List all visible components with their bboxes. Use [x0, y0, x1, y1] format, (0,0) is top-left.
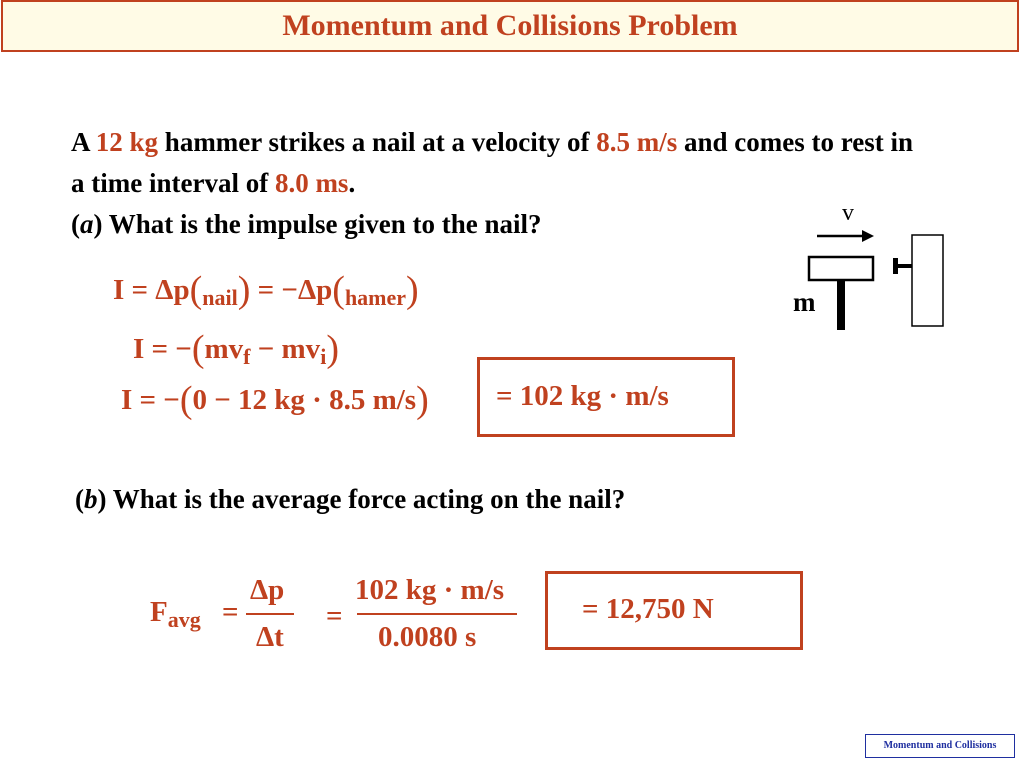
mass-value: 12 kg	[95, 127, 159, 157]
fraction-bar-1	[246, 613, 294, 615]
impulse-result: = 102 kg · m/s	[496, 380, 669, 412]
impulse-equation-3	[121, 378, 429, 422]
eq1-sub-nail: nail	[202, 285, 238, 310]
paren: (	[191, 328, 205, 370]
impulse-equation-2	[133, 327, 339, 371]
paren: )	[416, 379, 429, 421]
eq2-minus: − mv	[250, 333, 321, 365]
part-b-label: (b)	[75, 484, 107, 514]
hammer-nail-diagram	[790, 195, 955, 340]
eq1-mid: = −Δp	[250, 274, 333, 306]
problem-text-2: hammer strikes a nail at a velocity of	[158, 127, 597, 157]
part-a-label: (a)	[71, 209, 103, 239]
force-equals-1: =	[222, 596, 239, 628]
force-denominator-1: Δt	[256, 621, 284, 653]
force-numerator-1: Δp	[250, 574, 285, 606]
fraction-bar-2	[357, 613, 517, 615]
paren: )	[406, 269, 419, 311]
eq3-lhs: I = −	[121, 384, 180, 416]
force-sub-avg: avg	[167, 607, 201, 632]
eq3-body: 0 − 12 kg · 8.5 m/s	[192, 384, 417, 416]
paren: (	[189, 269, 203, 311]
slide-title: Momentum and Collisions Problem	[282, 9, 738, 42]
nail-shaft	[896, 264, 912, 268]
mass-label: m	[793, 287, 816, 317]
eq2-mv: mv	[204, 333, 244, 365]
paren: (	[332, 269, 345, 311]
force-denominator-2: 0.0080 s	[378, 621, 477, 653]
velocity-arrow-head	[862, 230, 874, 242]
problem-text-1: A	[71, 127, 96, 157]
time-value: 8.0 ms	[274, 168, 349, 198]
velocity-value: 8.5 m/s	[596, 127, 678, 157]
eq2-sub-i: i	[320, 344, 327, 369]
eq2-sub-f: f	[243, 344, 251, 369]
problem-text-4: .	[348, 168, 356, 198]
problem-text-3: and comes to rest in a time interval of	[71, 127, 913, 198]
wall-block	[912, 235, 943, 326]
part-b-text: What is the average force acting on the nail?	[106, 484, 626, 514]
force-symbol: F	[150, 596, 168, 628]
paren: )	[237, 269, 251, 311]
impulse-equation-1	[113, 268, 419, 312]
force-numerator-2: 102 kg · m/s	[355, 574, 505, 606]
force-result: = 12,750 N	[582, 593, 714, 625]
part-a-letter: a	[80, 209, 94, 239]
paren: )	[326, 328, 339, 370]
velocity-label: v	[842, 200, 854, 226]
eq2-lhs: I = −	[133, 333, 192, 365]
slide-title-banner	[1, 0, 1019, 52]
hammer-head	[809, 257, 873, 280]
force-equals-2: =	[326, 600, 343, 632]
nail-head	[893, 258, 898, 274]
eq1-lhs: I = Δp	[113, 274, 190, 306]
footer-box	[865, 734, 1015, 758]
eq1-sub-hamer: hamer	[344, 285, 407, 310]
footer-label: Momentum and Collisions	[883, 740, 997, 751]
part-b-letter: b	[84, 484, 98, 514]
part-b-question	[75, 484, 625, 515]
part-a-question: What is the impulse given to the nail?	[102, 209, 542, 239]
force-lhs	[150, 596, 201, 633]
hammer-handle	[837, 280, 845, 330]
paren: (	[179, 379, 193, 421]
